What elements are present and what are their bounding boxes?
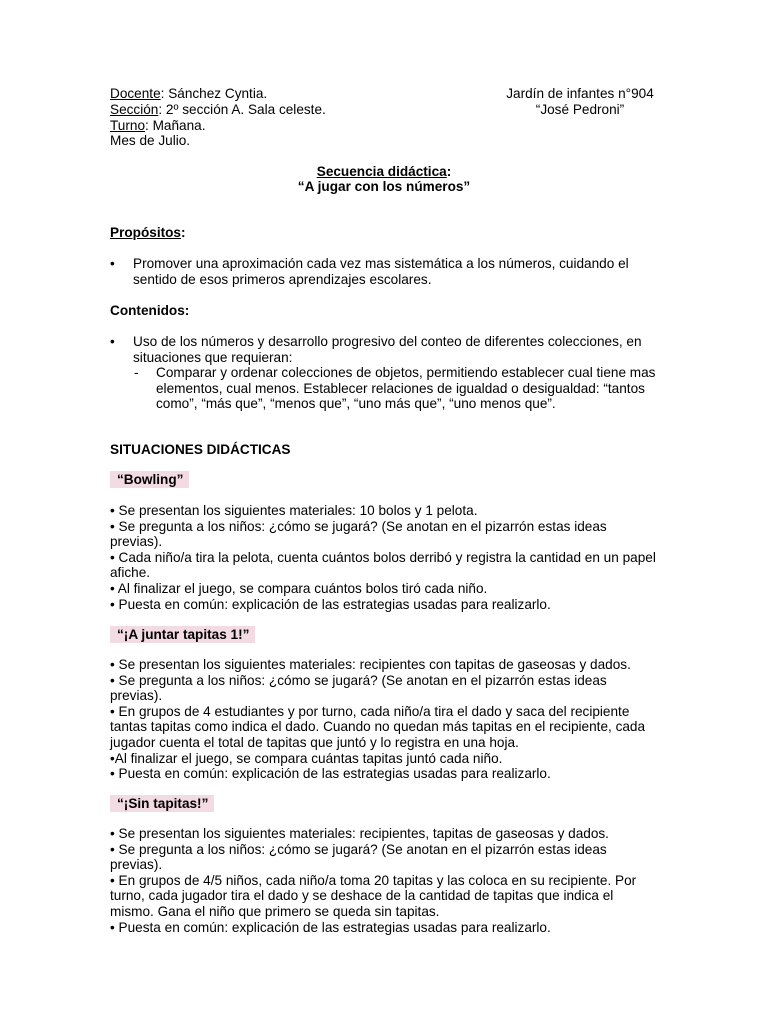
game-line: • Al finalizar el juego, se compara cuántos bolos tiró cada niño.: [110, 580, 488, 596]
contenidos-heading: Contenidos:: [110, 303, 190, 318]
game-line: • Se presentan los siguientes materiales: recipientes con tapitas de gaseosas y dados.: [110, 657, 631, 672]
doc-title-colon: :: [446, 164, 452, 179]
turno-label: Turno: [110, 118, 146, 133]
game-line: •Al finalizar el juego, se compara cuántas tapitas juntó cada niño.: [110, 750, 503, 766]
seccion-value: : 2º sección A. Sala celeste.: [158, 102, 326, 117]
game-line: • Se presentan los siguientes materiales: recipientes, tapitas de gaseosas y dados.: [110, 826, 609, 841]
propositos-item-text: Promover una aproximación cada vez mas sistemática a los números, cuidando el sentido de esos primeros aprendizajes escolares.: [133, 256, 629, 287]
contenidos-subitem-text: Comparar y ordenar colecciones de objetos, permitiendo establecer cual tiene mas elementos, cual menos. Establecer relaciones de igualdad o desigualdad: “tantos como”, “más que”, “menos que”, “uno más que”, “uno menos que”.: [156, 365, 656, 412]
game-line: • Puesta en común: explicación de las estrategias usadas para realizarlo.: [110, 919, 551, 935]
propositos-list: [110, 256, 660, 287]
game-title-juntar-tapitas: “¡A juntar tapitas 1!”: [110, 626, 255, 643]
game-line: • Cada niño/a tira la pelota, cuenta cuántos bolos derribó y registra la cantidad en un papel afiche.: [110, 549, 656, 581]
doc-title-label: Secuencia didáctica: [316, 164, 447, 179]
bullet-icon: •: [110, 334, 115, 349]
game-line: • Puesta en común: explicación de las estrategias usadas para realizarlo.: [110, 596, 551, 612]
game-line: • Se pregunta a los niños: ¿cómo se jugará? (Se anotan en el pizarrón estas ideas previas).: [110, 518, 607, 550]
game-line: • Puesta en común: explicación de las estrategias usadas para realizarlo.: [110, 766, 551, 782]
school-name: Jardín de infantes n°904: [506, 86, 654, 101]
propositos-heading: [110, 225, 186, 241]
docente-label: Docente: [110, 86, 161, 101]
seccion-label: Sección: [110, 102, 159, 117]
game-sin-tapitas-body: [110, 826, 658, 935]
game-title-bowling: “Bowling”: [110, 471, 189, 488]
propositos-heading-colon: :: [181, 225, 186, 240]
game-title-sin-tapitas: “¡Sin tapitas!”: [110, 795, 214, 812]
bullet-icon: •: [110, 256, 115, 271]
game-line: • En grupos de 4 estudiantes y por turno, cada niño/a tira el dado y saca del recipiente tantas tapitas como indica el dado. Cuando no quedan más tapitas en el recipiente, cada jugador cuenta el total de tapitas que juntó y lo registra en una hoja.: [110, 703, 646, 750]
seccion-line: [110, 102, 326, 118]
dash-icon: -: [134, 365, 139, 381]
turno-value: : Mañana.: [145, 118, 206, 133]
contenidos-item-text: Uso de los números y desarrollo progresivo del conteo de diferentes colecciones, en situaciones que requieran:: [133, 334, 642, 365]
school-subname: “José Pedroni”: [535, 102, 625, 117]
game-bowling-body: [110, 503, 658, 612]
game-line: • En grupos de 4/5 niños, cada niño/a toma 20 tapitas y las coloca en su recipiente. Por turno, cada jugador tira el dado y se deshace de la cantidad de tapitas que indica el mismo. Gana el niño que primero se queda sin tapitas.: [110, 872, 637, 919]
mes-line: Mes de Julio.: [110, 133, 191, 148]
list-subitem: [110, 365, 660, 412]
game-line: • Se pregunta a los niños: ¿cómo se jugará? (Se anotan en el pizarrón estas ideas previas).: [110, 841, 607, 873]
doc-title: [110, 164, 658, 180]
contenidos-list: [110, 334, 660, 412]
game-line: • Se pregunta a los niños: ¿cómo se jugará? (Se anotan en el pizarrón estas ideas previas).: [110, 672, 607, 704]
list-item: [110, 256, 660, 287]
propositos-heading-label: Propósitos: [110, 225, 181, 240]
game-line: • Se presentan los siguientes materiales: 10 bolos y 1 pelota.: [110, 503, 478, 518]
doc-subtitle: “A jugar con los números”: [297, 179, 471, 194]
situaciones-heading: SITUACIONES DIDÁCTICAS: [110, 442, 291, 457]
docente-value: : Sánchez Cyntia.: [160, 86, 268, 101]
game-juntar-tapitas-body: [110, 657, 658, 782]
docente-line: [110, 86, 267, 102]
turno-line: [110, 118, 205, 134]
list-item: [110, 334, 660, 365]
